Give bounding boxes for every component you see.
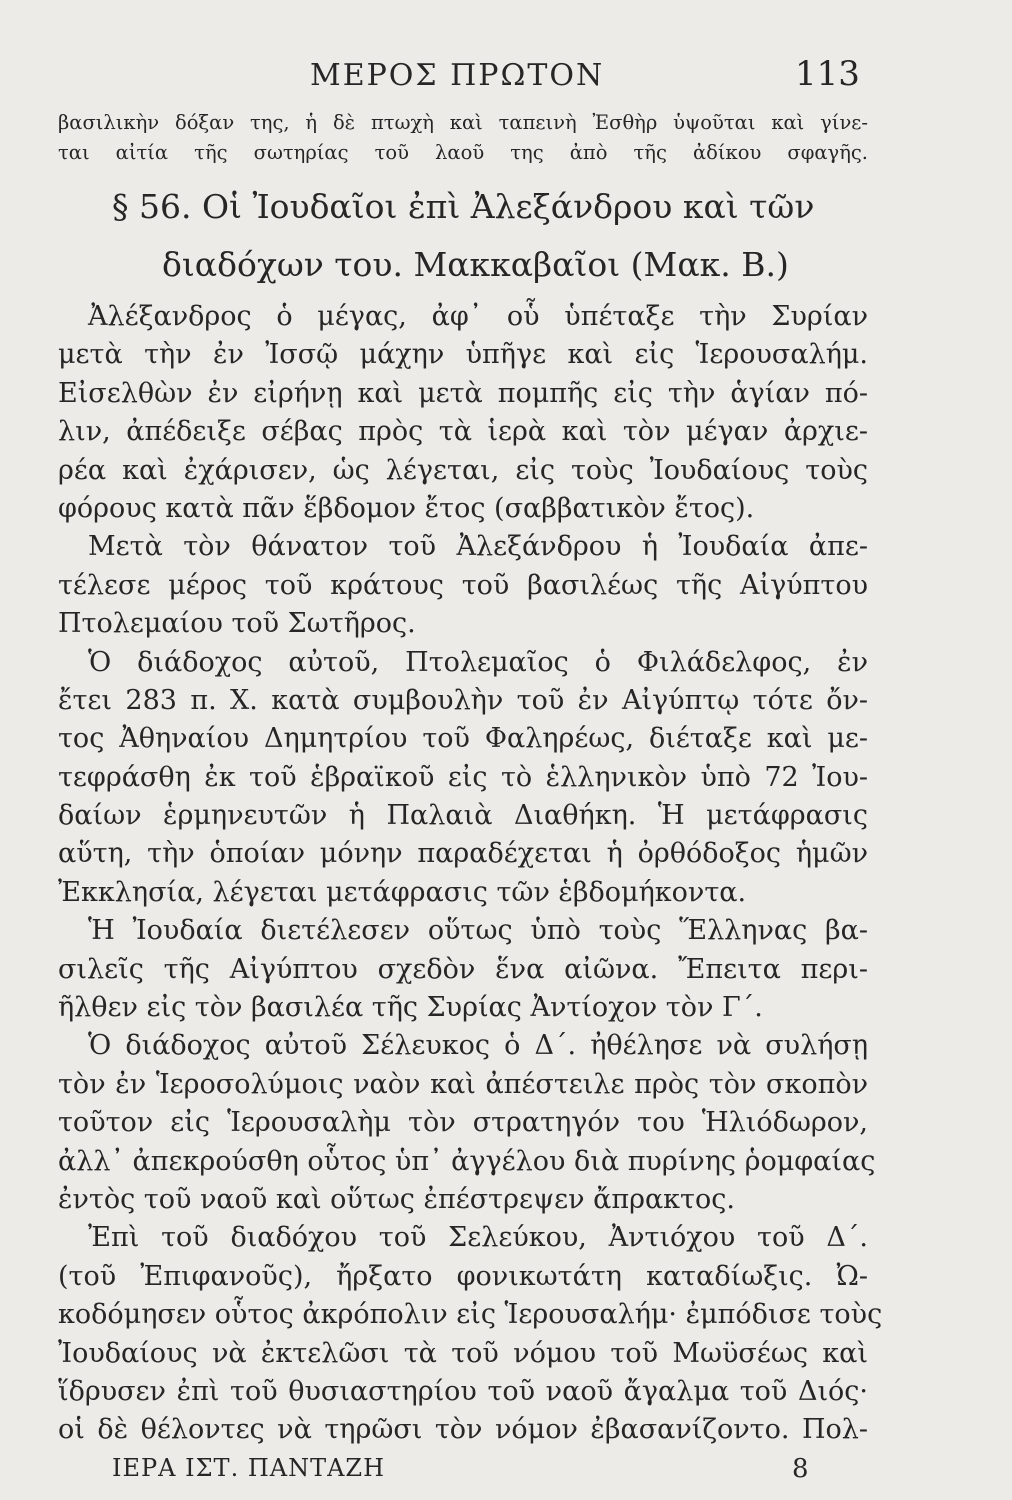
text-line: Ἀλέξανδρος ὁ μέγας, ἀφ᾽ οὗ ὑπέταξε τὴν Συρίαν (88, 301, 868, 332)
text-line: τέλεσε μέρος τοῦ κράτους τοῦ βασιλέως τῆς Αἰγύπτου (58, 569, 868, 601)
text-line: Εἰσελθὼν ἐν εἰρήνῃ καὶ μετὰ πομπῆς εἰς τὴν ἁγίαν πό- (58, 377, 868, 409)
section-title-line: διαδόχων του. Μακκαβαῖοι (Μακ. Β.) (162, 245, 789, 284)
text-line: ῆλθεν εἰς τὸν βασιλέα τῆς Συρίας Ἀντίοχον τὸν Γ΄. (58, 992, 763, 1024)
running-head: ΜΕΡΟΣ ΠΡΩΤΟΝ (310, 58, 605, 93)
text-line: Ἐπὶ τοῦ διαδόχου τοῦ Σελεύκου, Ἀντιόχου τοῦ Δ΄. (88, 1222, 868, 1254)
text-line: ἐντὸς τοῦ ναοῦ καὶ οὕτως ἐπέστρεψεν ἄπρακτος. (58, 1183, 735, 1215)
text-line: σιλεῖς τῆς Αἰγύπτου σχεδὸν ἕνα αἰῶνα. Ἔπειτα περι- (58, 953, 868, 985)
body-text (58, 298, 883, 1450)
page-number: 113 (795, 54, 860, 94)
text-line: Ἡ Ἰουδαία διετέλεσεν οὕτως ὑπὸ τοὺς Ἕλληνας βα- (88, 915, 868, 947)
sheet-number: 8 (792, 1454, 809, 1484)
text-line: Ἰουδαίους νὰ ἐκτελῶσι τὰ τοῦ νόμου τοῦ Μωϋσέως καὶ (58, 1337, 868, 1369)
text-line: βασιλικὴν δόξαν της, ἡ δὲ πτωχὴ καὶ ταπεινὴ Ἐσθὴρ ὑψοῦται καὶ γίνε- (58, 111, 868, 134)
text-line: μετὰ τὴν ἐν Ἰσσῷ μάχην ὑπῆγε καὶ εἰς Ἱερουσαλήμ. (58, 339, 868, 371)
text-line: ρέα καὶ ἐχάρισεν, ὡς λέγεται, εἰς τοὺς Ἰουδαίους τοὺς (58, 454, 868, 486)
text-line: τοῦτον εἰς Ἱερουσαλὴμ τὸν στρατηγόν του Ἡλιόδωρον, (58, 1107, 868, 1139)
text-line: τος Ἀθηναίου Δημητρίου τοῦ Φαληρέως, διέταξε καὶ με- (58, 723, 868, 755)
text-line: Ὁ διάδοχος αὐτοῦ, Πτολεμαῖος ὁ Φιλάδελφος, ἐν (88, 646, 868, 678)
text-line: αὕτη, τὴν ὁποίαν μόνην παραδέχεται ἡ ὀρθόδοξος ἡμῶν (58, 838, 868, 870)
text-line: δαίων ἑρμηνευτῶν ἡ Παλαιὰ Διαθήκη. Ἡ μετάφρασις (58, 800, 868, 832)
text-line: (τοῦ Ἐπιφανοῦς), ἤρξατο φονικωτάτη καταδίωξις. Ὠ- (58, 1260, 868, 1292)
section-title-line: § 56. Οἱ Ἰουδαῖοι ἐπὶ Ἀλεξάνδρου καὶ τῶν (112, 187, 815, 226)
text-line: ἵδρυσεν ἐπὶ τοῦ θυσιαστηρίου τοῦ ναοῦ ἄγαλμα τοῦ Διός· (58, 1375, 868, 1407)
text-line: οἱ δὲ θέλοντες νὰ τηρῶσι τὸν νόμον ἐβασανίζοντο. Πολ- (58, 1414, 868, 1446)
text-line: Πτολεμαίου τοῦ Σωτῆρος. (58, 608, 416, 640)
signature-mark: ΙΕΡΑ ΙΣΤ. ΠΑΝΤΑΖΗ (112, 1454, 386, 1482)
text-line: ἀλλ᾽ ἀπεκρούσθη οὗτος ὑπ᾽ ἀγγέλου διὰ πυρίνης ῥομφαίας (58, 1145, 876, 1177)
text-line: λιν, ἀπέδειξε σέβας πρὸς τὰ ἱερὰ καὶ τὸν μέγαν ἀρχιε- (58, 416, 868, 448)
text-line: φόρους κατὰ πᾶν ἕβδομον ἔτος (σαββατικὸν ἔτος). (58, 492, 755, 524)
text-line: Ἐκκλησία, λέγεται μετάφρασις τῶν ἑβδομήκοντα. (58, 876, 747, 908)
text-line: Μετὰ τὸν θάνατον τοῦ Ἀλεξάνδρου ἡ Ἰουδαία ἀπε- (88, 531, 868, 563)
text-line: ἔτει 283 π. Χ. κατὰ συμβουλὴν τοῦ ἐν Αἰγύπτῳ τότε ὄν- (58, 684, 868, 716)
text-line: ται αἰτία τῆς σωτηρίας τοῦ λαοῦ της ἀπὸ τῆς ἀδίκου σφαγῆς. (58, 141, 868, 164)
page-header (0, 54, 1012, 98)
intro-paragraph (58, 108, 868, 168)
text-line: κοδόμησεν οὗτος ἀκρόπολιν εἰς Ἱερουσαλήμ· ἐμπόδισε τοὺς (58, 1299, 883, 1331)
text-line: τεφράσθη ἐκ τοῦ ἑβραϊκοῦ εἰς τὸ ἑλληνικὸν ὑπὸ 72 Ἰου- (58, 761, 868, 793)
text-line: τὸν ἐν Ἱεροσολύμοις ναὸν καὶ ἀπέστειλε πρὸς τὸν σκοπὸν (58, 1068, 868, 1100)
section-heading (112, 178, 864, 294)
page-footer (0, 1454, 1012, 1490)
text-line: Ὁ διάδοχος αὐτοῦ Σέλευκος ὁ Δ΄. ἠθέλησε νὰ συλήσῃ (88, 1030, 868, 1062)
